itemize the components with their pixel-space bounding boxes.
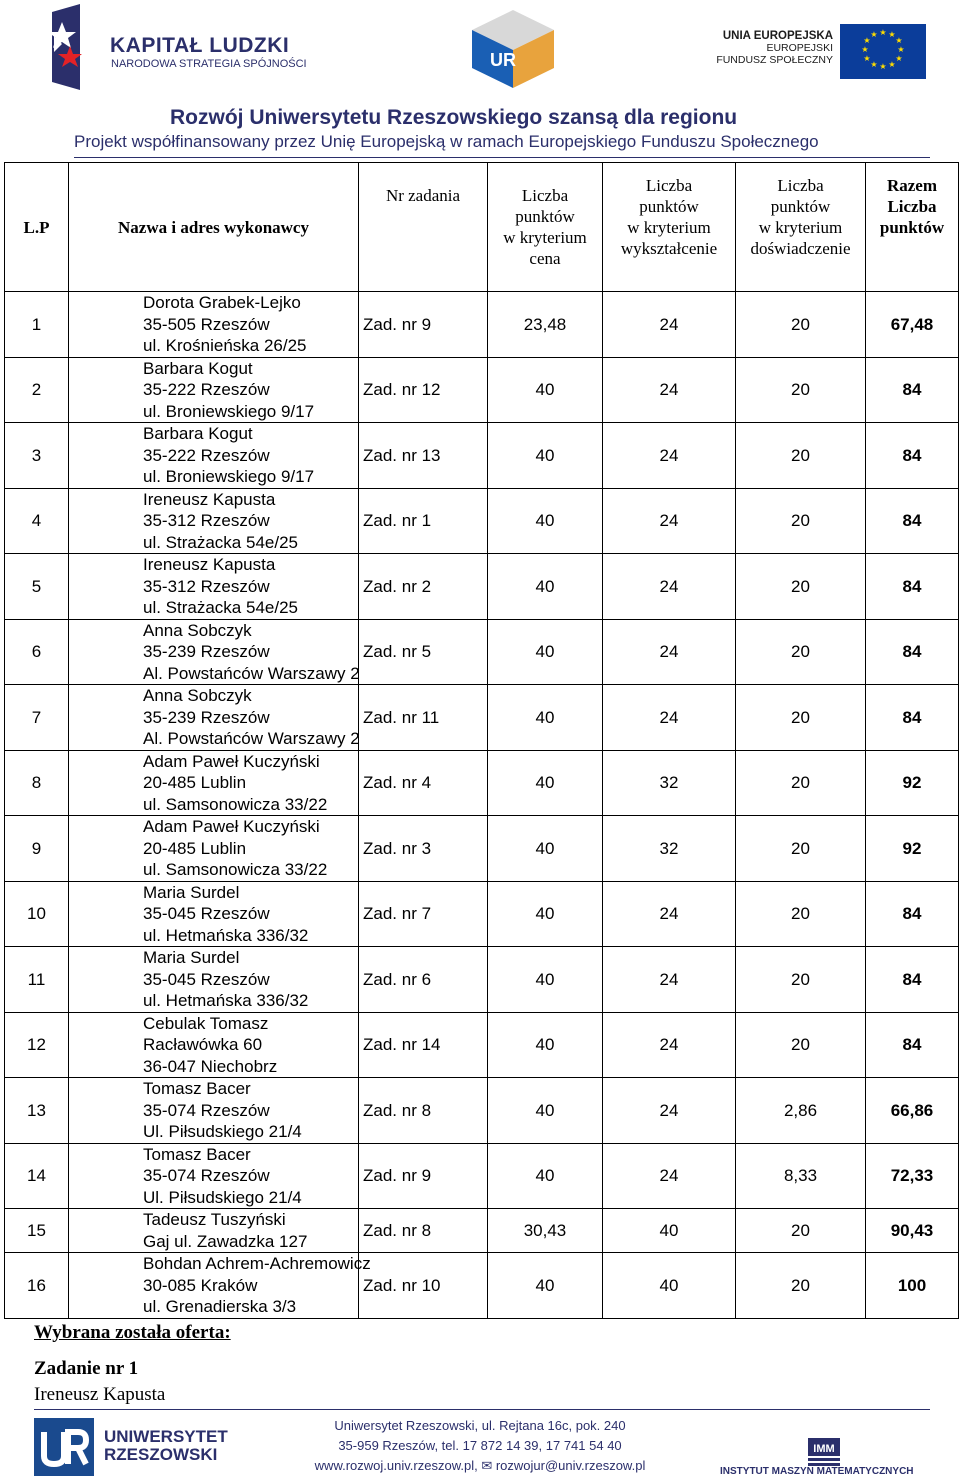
row-task-number: Zad. nr 4	[359, 750, 488, 816]
row-task-number: Zad. nr 1	[359, 488, 488, 554]
row-total-points: 66,86	[866, 1078, 959, 1144]
contractor-line: 35-222 Rzeszów	[143, 380, 270, 399]
row-lp: 15	[5, 1209, 69, 1253]
svg-text:★: ★	[870, 60, 878, 69]
row-wyksztalcenie-points: 24	[603, 619, 736, 685]
row-total-points: 67,48	[866, 292, 959, 358]
row-lp: 4	[5, 488, 69, 554]
contractor-line: Cebulak Tomasz	[143, 1013, 269, 1033]
eu-label	[700, 30, 833, 66]
contractor-line: Tadeusz Tuszyński	[143, 1210, 286, 1229]
row-cena-points: 40	[488, 1253, 603, 1319]
contractor-line: 35-222 Rzeszów	[143, 445, 270, 465]
row-total-points: 84	[866, 881, 959, 947]
row-contractor	[69, 1253, 371, 1319]
svg-text:★: ★	[870, 30, 878, 39]
row-task-number: Zad. nr 10	[359, 1253, 488, 1319]
university-name-line1: UNIWERSYTET	[104, 1427, 228, 1446]
row-contractor	[69, 488, 359, 554]
row-total-points: 84	[866, 488, 959, 554]
contractor-line: Ireneusz Kapusta	[143, 555, 276, 574]
row-task-number: Zad. nr 2	[359, 554, 488, 620]
header-cena-line: w kryterium	[503, 228, 587, 247]
row-lp: 8	[5, 750, 69, 816]
row-wyksztalcenie-points: 24	[603, 1012, 736, 1078]
row-doswiadczenie-points: 20	[736, 619, 866, 685]
row-contractor	[69, 750, 359, 816]
row-cena-points: 40	[488, 881, 603, 947]
row-lp: 16	[5, 1253, 69, 1319]
results-table	[4, 162, 959, 1319]
row-contractor	[69, 423, 359, 489]
row-contractor	[69, 1143, 359, 1209]
row-cena-points: 40	[488, 685, 603, 751]
row-doswiadczenie-points: 20	[736, 292, 866, 358]
row-doswiadczenie-points: 20	[736, 881, 866, 947]
row-contractor	[69, 292, 359, 358]
svg-text:★: ★	[863, 54, 871, 63]
header-divider	[74, 157, 930, 158]
header-cena-line: punktów	[515, 207, 575, 226]
row-doswiadczenie-points: 20	[736, 488, 866, 554]
imm-logo-label: IMM	[813, 1443, 835, 1455]
university-name-line2: RZESZOWSKI	[104, 1445, 218, 1464]
contractor-line: 35-505 Rzeszów	[143, 314, 270, 334]
row-contractor	[69, 881, 359, 947]
contractor-line: Tomasz Bacer	[143, 1144, 251, 1164]
row-cena-points: 40	[488, 1012, 603, 1078]
row-wyksztalcenie-points: 32	[603, 816, 736, 882]
eu-label-line3: FUNDUSZ SPOŁECZNY	[716, 54, 833, 66]
table-row	[5, 619, 959, 685]
svg-text:★: ★	[863, 36, 871, 45]
header-wyksztalcenie-line: Liczba	[645, 176, 693, 195]
footer-divider	[34, 1409, 930, 1410]
table-row	[5, 1078, 959, 1144]
svg-text:★: ★	[895, 54, 903, 63]
contractor-line: ul. Hetmańska 336/32	[143, 991, 309, 1010]
contractor-line: ul. Broniewskiego 9/17	[143, 401, 315, 421]
row-contractor	[69, 1209, 359, 1253]
row-lp: 1	[5, 292, 69, 358]
row-task-number: Zad. nr 9	[359, 1143, 488, 1209]
svg-text:★: ★	[861, 45, 869, 54]
row-wyksztalcenie-points: 24	[603, 488, 736, 554]
header-nr-zadania: Nr zadania	[359, 163, 488, 292]
imm-name: INSTYTUT MASZYN MATEMATYCZNYCH	[720, 1466, 914, 1477]
kapital-ludzki-subtitle: NARODOWA STRATEGIA SPÓJNOŚCI	[111, 58, 307, 70]
row-task-number: Zad. nr 3	[359, 816, 488, 882]
table-row	[5, 685, 959, 751]
row-task-number: Zad. nr 8	[359, 1078, 488, 1144]
svg-text:★: ★	[888, 30, 896, 39]
footer-address-line3: www.rozwoj.univ.rzeszow.pl, ✉ rozwojur@univ.rzeszow.pl	[314, 1458, 646, 1473]
footer-address-line1: Uniwersytet Rzeszowski, ul. Rejtana 16c, pok. 240	[334, 1418, 626, 1433]
row-cena-points: 40	[488, 488, 603, 554]
contractor-line: ul. Krośnieńska 26/25	[143, 336, 307, 355]
row-cena-points: 40	[488, 1143, 603, 1209]
project-subtitle: Projekt współfinansowany przez Unię Europejską w ramach Europejskiego Funduszu Społecznego	[74, 132, 819, 151]
row-task-number: Zad. nr 5	[359, 619, 488, 685]
contractor-line: ul. Strażacka 54e/25	[143, 532, 298, 552]
header-doswiadczenie-line: doświadczenie	[750, 239, 851, 258]
header-wyksztalcenie-line: wykształcenie	[620, 239, 718, 258]
contractor-line: Anna Sobczyk	[143, 620, 252, 640]
contractor-line: 35-239 Rzeszów	[143, 707, 270, 727]
kapital-ludzki-title: KAPITAŁ LUDZKI	[110, 34, 290, 57]
contractor-line: Maria Surdel	[143, 882, 240, 902]
svg-text:UR: UR	[490, 50, 516, 70]
table-row	[5, 1209, 959, 1253]
row-doswiadczenie-points: 20	[736, 357, 866, 423]
table-row	[5, 357, 959, 423]
contractor-line: Ul. Piłsudskiego 21/4	[143, 1122, 302, 1141]
row-doswiadczenie-points: 20	[736, 554, 866, 620]
table-row	[5, 554, 959, 620]
row-doswiadczenie-points: 20	[736, 685, 866, 751]
svg-text:★: ★	[879, 62, 887, 71]
contractor-line: 35-239 Rzeszów	[143, 642, 270, 661]
svg-text:★: ★	[897, 45, 905, 54]
row-total-points: 84	[866, 423, 959, 489]
row-wyksztalcenie-points: 32	[603, 750, 736, 816]
university-name	[104, 1428, 228, 1464]
header-lp: L.P	[5, 163, 69, 292]
row-cena-points: 40	[488, 357, 603, 423]
row-cena-points: 40	[488, 750, 603, 816]
row-lp: 11	[5, 947, 69, 1013]
row-doswiadczenie-points: 20	[736, 423, 866, 489]
row-cena-points: 40	[488, 947, 603, 1013]
selected-task: Zadanie nr 1	[34, 1358, 139, 1379]
contractor-line: ul. Samsonowicza 33/22	[143, 794, 328, 814]
row-wyksztalcenie-points: 40	[603, 1209, 736, 1253]
table-row	[5, 881, 959, 947]
contractor-line: Al. Powstańców Warszawy 2	[143, 729, 360, 748]
contractor-line: Barbara Kogut	[143, 358, 253, 378]
row-lp: 14	[5, 1143, 69, 1209]
row-lp: 13	[5, 1078, 69, 1144]
header-cena	[488, 163, 603, 292]
contractor-line: Tomasz Bacer	[143, 1079, 251, 1098]
row-total-points: 84	[866, 357, 959, 423]
contractor-line: Bohdan Achrem-Achremowicz	[143, 1254, 371, 1273]
header-doswiadczenie-line: punktów	[770, 197, 831, 216]
header-razem-line: Razem	[886, 176, 938, 195]
row-wyksztalcenie-points: 24	[603, 685, 736, 751]
imm-logo	[808, 1438, 840, 1466]
row-task-number: Zad. nr 13	[359, 423, 488, 489]
table-row	[5, 1143, 959, 1209]
selected-offer-heading: Wybrana została oferta:	[34, 1322, 231, 1343]
row-task-number: Zad. nr 8	[359, 1209, 488, 1253]
row-task-number: Zad. nr 14	[359, 1012, 488, 1078]
eu-label-line1: UNIA EUROPEJSKA	[722, 30, 833, 42]
eu-flag-icon	[840, 24, 926, 79]
contractor-line: ul. Broniewskiego 9/17	[143, 467, 315, 486]
header-razem-line: punktów	[879, 218, 945, 237]
row-wyksztalcenie-points: 24	[603, 357, 736, 423]
row-total-points: 84	[866, 1012, 959, 1078]
row-total-points: 84	[866, 619, 959, 685]
university-logo	[34, 1418, 94, 1476]
selected-contractor: Ireneusz Kapusta	[34, 1384, 166, 1405]
row-wyksztalcenie-points: 24	[603, 292, 736, 358]
row-lp: 7	[5, 685, 69, 751]
table-row	[5, 1012, 959, 1078]
row-task-number: Zad. nr 11	[359, 685, 488, 751]
header-cena-line: Liczba	[521, 186, 569, 205]
contractor-line: ul. Strażacka 54e/25	[143, 598, 298, 617]
header-razem	[866, 163, 959, 292]
row-doswiadczenie-points: 20	[736, 947, 866, 1013]
header-wyksztalcenie	[603, 163, 736, 292]
table-row	[5, 292, 959, 358]
row-lp: 5	[5, 554, 69, 620]
contractor-line: Ul. Piłsudskiego 21/4	[143, 1187, 302, 1207]
svg-text:★: ★	[895, 36, 903, 45]
contractor-line: Adam Paweł Kuczyński	[143, 817, 320, 836]
contractor-line: Ireneusz Kapusta	[143, 489, 276, 509]
row-doswiadczenie-points: 20	[736, 816, 866, 882]
row-cena-points: 40	[488, 423, 603, 489]
row-lp: 3	[5, 423, 69, 489]
contractor-line: Gaj ul. Zawadzka 127	[143, 1231, 308, 1251]
row-total-points: 72,33	[866, 1143, 959, 1209]
contractor-line: ul. Samsonowicza 33/22	[143, 860, 328, 879]
row-contractor	[69, 554, 359, 620]
contractor-line: 20-485 Lublin	[143, 773, 247, 792]
header-wykonawca: Nazwa i adres wykonawcy	[69, 163, 359, 292]
header-razem-line: Liczba	[887, 197, 937, 216]
contractor-line: 35-074 Rzeszów	[143, 1166, 270, 1185]
row-contractor	[69, 947, 359, 1013]
row-total-points: 84	[866, 947, 959, 1013]
footer-address-line2: 35-959 Rzeszów, tel. 17 872 14 39, 17 741 54 40	[338, 1438, 622, 1453]
row-doswiadczenie-points: 8,33	[736, 1143, 866, 1209]
contractor-line: Adam Paweł Kuczyński	[143, 751, 320, 771]
table-row	[5, 488, 959, 554]
table-header-row	[5, 163, 959, 292]
row-total-points: 100	[866, 1253, 959, 1319]
contractor-line: 36-047 Niechobrz	[143, 1056, 278, 1076]
header-cena-line: cena	[529, 249, 561, 268]
row-lp: 9	[5, 816, 69, 882]
row-contractor	[69, 357, 359, 423]
table-row	[5, 750, 959, 816]
contractor-line: Anna Sobczyk	[143, 686, 252, 705]
header-wyksztalcenie-line: w kryterium	[627, 218, 711, 237]
contractor-line: 20-485 Lublin	[143, 838, 247, 858]
row-doswiadczenie-points: 2,86	[736, 1078, 866, 1144]
row-total-points: 84	[866, 554, 959, 620]
row-wyksztalcenie-points: 40	[603, 1253, 736, 1319]
row-wyksztalcenie-points: 24	[603, 881, 736, 947]
contractor-line: Maria Surdel	[143, 948, 240, 967]
row-cena-points: 40	[488, 1078, 603, 1144]
contractor-line: 35-312 Rzeszów	[143, 576, 270, 596]
row-task-number: Zad. nr 7	[359, 881, 488, 947]
contractor-line: 30-085 Kraków	[143, 1275, 258, 1295]
row-cena-points: 40	[488, 554, 603, 620]
header-wyksztalcenie-line: punktów	[639, 197, 699, 216]
row-total-points: 84	[866, 685, 959, 751]
row-wyksztalcenie-points: 24	[603, 1143, 736, 1209]
eu-label-line2: EUROPEJSKI	[766, 42, 833, 54]
contractor-line: 35-045 Rzeszów	[143, 904, 270, 923]
contractor-line: 35-074 Rzeszów	[143, 1100, 270, 1120]
table-row	[5, 947, 959, 1013]
row-wyksztalcenie-points: 24	[603, 554, 736, 620]
contractor-line: Dorota Grabek-Lejko	[143, 293, 301, 312]
footer-address	[300, 1416, 660, 1476]
row-contractor	[69, 816, 359, 882]
row-wyksztalcenie-points: 24	[603, 423, 736, 489]
row-cena-points: 40	[488, 619, 603, 685]
row-wyksztalcenie-points: 24	[603, 1078, 736, 1144]
row-lp: 12	[5, 1012, 69, 1078]
row-cena-points: 23,48	[488, 292, 603, 358]
row-total-points: 90,43	[866, 1209, 959, 1253]
header-doswiadczenie-line: w kryterium	[758, 218, 843, 237]
row-task-number: Zad. nr 12	[359, 357, 488, 423]
university-cube-logo	[468, 8, 558, 90]
row-doswiadczenie-points: 20	[736, 1253, 866, 1319]
row-doswiadczenie-points: 20	[736, 1012, 866, 1078]
kapital-ludzki-logo	[32, 2, 107, 90]
contractor-line: Barbara Kogut	[143, 424, 253, 443]
contractor-line: Racławówka 60	[143, 1035, 263, 1054]
row-contractor	[69, 1012, 359, 1078]
svg-text:★: ★	[879, 28, 887, 37]
header-doswiadczenie	[736, 163, 866, 292]
table-row	[5, 1253, 959, 1319]
project-title: Rozwój Uniwersytetu Rzeszowskiego szansą dla regionu	[170, 106, 738, 129]
contractor-line: ul. Hetmańska 336/32	[143, 925, 309, 945]
contractor-line: 35-045 Rzeszów	[143, 969, 270, 989]
row-task-number: Zad. nr 9	[359, 292, 488, 358]
row-cena-points: 40	[488, 816, 603, 882]
row-cena-points: 30,43	[488, 1209, 603, 1253]
row-lp: 6	[5, 619, 69, 685]
contractor-line: Al. Powstańców Warszawy 2	[143, 663, 360, 683]
row-lp: 2	[5, 357, 69, 423]
row-total-points: 92	[866, 750, 959, 816]
table-row	[5, 423, 959, 489]
row-contractor	[69, 619, 359, 685]
row-doswiadczenie-points: 20	[736, 750, 866, 816]
row-doswiadczenie-points: 20	[736, 1209, 866, 1253]
table-row	[5, 816, 959, 882]
header-doswiadczenie-line: Liczba	[777, 176, 824, 195]
document-header	[0, 0, 960, 160]
row-contractor	[69, 1078, 359, 1144]
contractor-line: ul. Grenadierska 3/3	[143, 1297, 297, 1316]
contractor-line: 35-312 Rzeszów	[143, 511, 270, 530]
svg-text:★: ★	[888, 60, 896, 69]
row-task-number: Zad. nr 6	[359, 947, 488, 1013]
row-lp: 10	[5, 881, 69, 947]
row-contractor	[69, 685, 359, 751]
row-wyksztalcenie-points: 24	[603, 947, 736, 1013]
row-total-points: 92	[866, 816, 959, 882]
